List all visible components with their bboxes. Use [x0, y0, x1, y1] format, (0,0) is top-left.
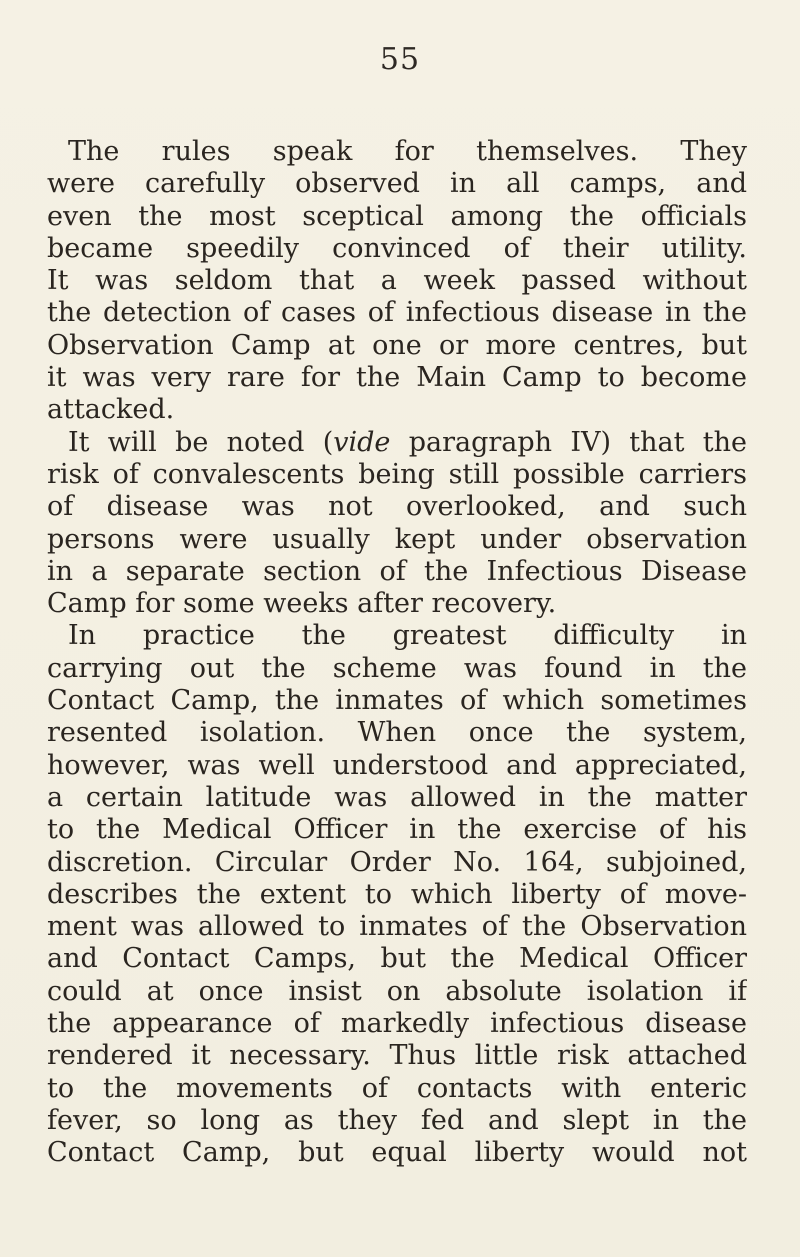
text-line: It was seldom that a week passed without [47, 265, 747, 297]
text-line: ment was allowed to inmates of the Observation [47, 911, 747, 943]
text-line: The rules speak for themselves. They [68, 136, 747, 167]
text-line: a certain latitude was allowed in the matter [47, 781, 747, 813]
text-line: to the movements of contacts with enteric [47, 1072, 747, 1104]
text-line: Observation Camp at one or more centres, but [47, 329, 747, 361]
text-line: risk of convalescents being still possible carriers [47, 458, 747, 490]
body-text [47, 136, 747, 1170]
text-line: were carefully observed in all camps, and [47, 168, 747, 200]
text-line: the appearance of markedly infectious disease [47, 1008, 747, 1040]
text-line: discretion. Circular Order No. 164, subjoined, [47, 846, 747, 878]
text-line: Contact Camp, the inmates of which sometimes [47, 685, 747, 717]
text-line: became speedily convinced of their utility. [47, 232, 747, 264]
text-line: Contact Camp, but equal liberty would not [47, 1137, 747, 1169]
text-line: persons were usually kept under observation [47, 523, 747, 555]
text-line: In practice the greatest difficulty in [68, 620, 747, 652]
italic-word: vide [333, 426, 391, 458]
text-line: it was very rare for the Main Camp to become [47, 362, 747, 394]
text-line: rendered it necessary. Thus little risk attached [47, 1040, 747, 1072]
text-line: and Contact Camps, but the Medical Officer [47, 943, 747, 975]
text-line: however, was well understood and appreciated, [47, 749, 747, 781]
text-line: describes the extent to which liberty of move- [47, 878, 747, 910]
page-number: 55 [379, 42, 421, 77]
text-line: fever, so long as they fed and slept in the [47, 1104, 747, 1136]
text-line: the detection of cases of infectious disease in the [47, 297, 747, 329]
text-line: of disease was not overlooked, and such [47, 491, 747, 523]
text-line: attacked. [47, 394, 175, 426]
text-line: It will be noted (vide paragraph IV) that the [68, 426, 747, 458]
text-line: to the Medical Officer in the exercise of his [47, 814, 747, 846]
text-line: carrying out the scheme was found in the [47, 652, 747, 684]
text-line: even the most sceptical among the officials [47, 200, 747, 232]
text-line: Camp for some weeks after recovery. [47, 588, 557, 620]
text-line: resented isolation. When once the system, [47, 717, 747, 749]
text-line: could at once insist on absolute isolation if [47, 975, 747, 1007]
text-line: in a separate section of the Infectious Disease [47, 555, 747, 587]
